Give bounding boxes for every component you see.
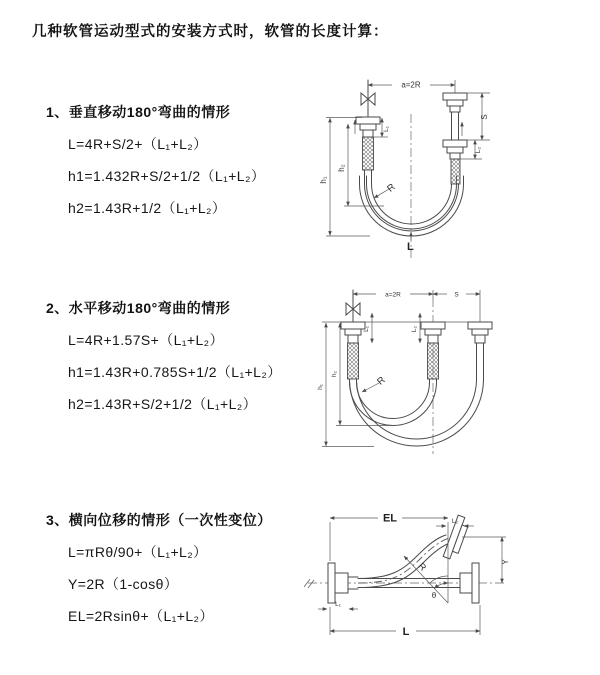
formula-length: L=4R+S/2+（L₁+L₂） — [68, 136, 208, 152]
braided-hose-section — [428, 343, 439, 379]
formula-h2: h2=1.43R+S/2+1/2（L₁+L₂） — [68, 396, 258, 412]
dim-label-h2: h₂ — [337, 164, 346, 172]
dim-label-l1: L₁ — [383, 126, 390, 132]
formula-y: Y=2R（1-cosθ） — [68, 576, 179, 592]
braided-hose-section — [451, 159, 460, 184]
dim-label-s: S — [480, 114, 489, 120]
valve-icon — [346, 290, 360, 322]
diagram-horizontal-180-bend-svg — [312, 282, 598, 460]
hose-outline — [350, 343, 484, 446]
dim-label-y: Y — [501, 559, 510, 565]
dim-label-el: EL — [382, 512, 398, 525]
formula-h2: h2=1.43R+1/2（L₁+L₂） — [68, 200, 227, 216]
dim-label-h2: h₂ — [331, 370, 338, 378]
length-label: L — [402, 626, 410, 638]
left-fitting — [341, 322, 365, 379]
formula-length: L=πRθ/90+（L₁+L₂） — [68, 544, 208, 560]
page-title: 几种软管运动型式的安装方式时，软管的长度计算： — [32, 24, 389, 40]
section-lateral-displacement — [46, 510, 272, 626]
formula-h1: h1=1.432R+S/2+1/2（L₁+L₂） — [68, 168, 266, 184]
left-flange — [328, 563, 358, 603]
middle-fitting — [421, 322, 445, 379]
right-fitting-upper — [443, 93, 467, 112]
section-vertical-movement — [46, 102, 265, 218]
dimensions — [319, 80, 490, 253]
angle-label: θ — [431, 591, 437, 600]
right-flange — [460, 563, 479, 603]
diagram-horizontal-180-bend — [312, 282, 598, 460]
dim-label-s: S — [454, 291, 459, 299]
left-fitting — [356, 117, 380, 170]
dim-label-span: a=2R — [401, 80, 421, 90]
dim-label-l1: L₁ — [335, 601, 341, 608]
dim-label-span: a=2R — [385, 291, 401, 299]
radius-label: R — [375, 374, 388, 388]
diagram-lateral-displacement — [300, 507, 600, 645]
dim-label-l1: L₁ — [363, 326, 370, 332]
section-horizontal-movement — [46, 298, 282, 414]
formula-h1: h1=1.43R+0.785S+1/2（L₁+L₂） — [68, 364, 282, 380]
braided-hose-section — [348, 343, 359, 379]
diagram-vertical-180-bend — [310, 72, 590, 260]
dim-label-l2: L₂ — [475, 146, 482, 154]
dim-label-h1: h₁ — [319, 176, 328, 184]
radius-label: R — [385, 181, 398, 195]
braided-hose-section — [363, 137, 374, 170]
valve-icon — [361, 80, 375, 117]
section-3-heading: 3、横向位移的情形（一次性变位） — [46, 512, 272, 528]
right-fitting — [468, 322, 492, 343]
hose-outline — [360, 170, 464, 236]
dimensions — [317, 290, 480, 447]
diagram-lateral-displacement-svg — [300, 507, 600, 645]
formula-el: EL=2Rsinθ+（L₁+L₂） — [68, 608, 214, 624]
diagram-vertical-180-bend-svg — [310, 72, 590, 260]
axis-break-mark — [304, 579, 314, 588]
angle-arc — [430, 576, 448, 583]
dim-label-l2: L₂ — [411, 325, 418, 333]
section-1-heading: 1、垂直移动180°弯曲的情形 — [46, 104, 231, 120]
section-2-heading: 2、水平移动180°弯曲的情形 — [46, 300, 231, 316]
dim-label-l2: L₂ — [451, 518, 459, 525]
dim-label-h1: h₁ — [317, 384, 324, 390]
formula-length: L=4R+1.57S+（L₁+L₂） — [68, 332, 224, 348]
displaced-hose — [358, 535, 452, 588]
radius-label: R — [415, 560, 429, 574]
length-label: L — [407, 241, 414, 253]
